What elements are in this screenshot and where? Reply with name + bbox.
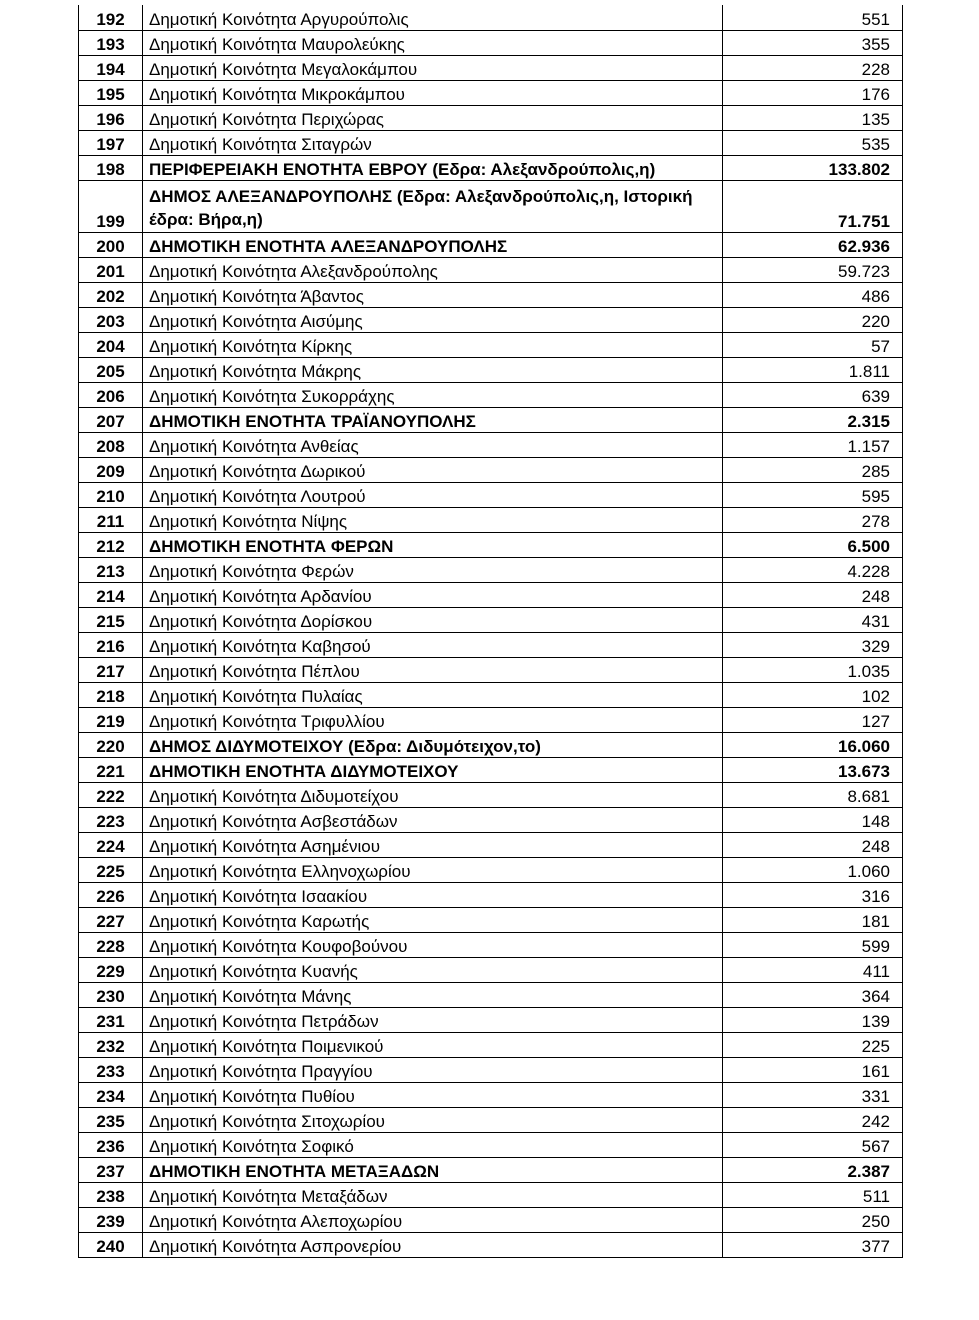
- row-name-cell: Δημοτική Κοινότητα Αλεποχωρίου: [143, 1207, 723, 1232]
- table-row: [79, 507, 903, 532]
- row-name-cell: ΔΗΜΟΣ ΔΙΔΥΜΟΤΕΙΧΟΥ (Εδρα: Διδυμότειχον,το): [143, 732, 723, 757]
- row-number-cell: 220: [79, 732, 143, 757]
- table-row: [79, 382, 903, 407]
- row-value-cell: 228: [723, 55, 903, 80]
- row-value-cell: 176: [723, 80, 903, 105]
- row-value-cell: 285: [723, 457, 903, 482]
- row-number-cell: 218: [79, 682, 143, 707]
- row-value-cell: 331: [723, 1082, 903, 1107]
- row-name-cell: Δημοτική Κοινότητα Αργυρούπολις: [143, 5, 723, 30]
- row-name-cell: Δημοτική Κοινότητα Ανθείας: [143, 432, 723, 457]
- row-value-cell: 377: [723, 1232, 903, 1257]
- row-number-cell: 208: [79, 432, 143, 457]
- table-row: [79, 982, 903, 1007]
- row-number-cell: 203: [79, 307, 143, 332]
- row-value-cell: 248: [723, 582, 903, 607]
- row-name-cell: Δημοτική Κοινότητα Ποιμενικού: [143, 1032, 723, 1057]
- table-row: [79, 1232, 903, 1257]
- table-row: [79, 782, 903, 807]
- row-number-cell: 223: [79, 807, 143, 832]
- row-number-cell: 217: [79, 657, 143, 682]
- table-row: [79, 682, 903, 707]
- row-value-cell: 62.936: [723, 232, 903, 257]
- row-name-cell: ΔΗΜΟΤΙΚΗ ΕΝΟΤΗΤΑ ΤΡΑΪΑΝΟΥΠΟΛΗΣ: [143, 407, 723, 432]
- table-body: [79, 5, 903, 1257]
- row-number-cell: 195: [79, 80, 143, 105]
- row-number-cell: 225: [79, 857, 143, 882]
- table-row: [79, 130, 903, 155]
- row-number-cell: 192: [79, 5, 143, 30]
- row-value-cell: 551: [723, 5, 903, 30]
- row-name-cell: ΔΗΜΟΤΙΚΗ ΕΝΟΤΗΤΑ ΦΕΡΩΝ: [143, 532, 723, 557]
- table-row: [79, 457, 903, 482]
- row-name-cell: Δημοτική Κοινότητα Πραγγίου: [143, 1057, 723, 1082]
- table-row: [79, 1082, 903, 1107]
- table-row: [79, 180, 903, 232]
- row-value-cell: 13.673: [723, 757, 903, 782]
- table-row: [79, 932, 903, 957]
- row-number-cell: 237: [79, 1157, 143, 1182]
- table-row: [79, 1107, 903, 1132]
- row-value-cell: 16.060: [723, 732, 903, 757]
- table-row: [79, 957, 903, 982]
- row-value-cell: 2.387: [723, 1157, 903, 1182]
- row-number-cell: 219: [79, 707, 143, 732]
- row-value-cell: 599: [723, 932, 903, 957]
- row-value-cell: 133.802: [723, 155, 903, 180]
- row-value-cell: 1.157: [723, 432, 903, 457]
- row-name-cell: ΔΗΜΟΤΙΚΗ ΕΝΟΤΗΤΑ ΜΕΤΑΞΑΔΩΝ: [143, 1157, 723, 1182]
- row-value-cell: 431: [723, 607, 903, 632]
- table-row: [79, 732, 903, 757]
- row-number-cell: 199: [79, 180, 143, 232]
- row-number-cell: 197: [79, 130, 143, 155]
- table-row: [79, 80, 903, 105]
- row-number-cell: 205: [79, 357, 143, 382]
- row-name-cell: Δημοτική Κοινότητα Καβησού: [143, 632, 723, 657]
- row-number-cell: 207: [79, 407, 143, 432]
- row-name-cell: ΔΗΜΟΤΙΚΗ ΕΝΟΤΗΤΑ ΑΛΕΞΑΝΔΡΟΥΠΟΛΗΣ: [143, 232, 723, 257]
- table-row: [79, 1207, 903, 1232]
- row-number-cell: 227: [79, 907, 143, 932]
- row-name-cell: Δημοτική Κοινότητα Νίψης: [143, 507, 723, 532]
- row-value-cell: 411: [723, 957, 903, 982]
- population-table: [78, 5, 903, 1258]
- row-number-cell: 226: [79, 882, 143, 907]
- row-number-cell: 224: [79, 832, 143, 857]
- table-row: [79, 5, 903, 30]
- row-number-cell: 221: [79, 757, 143, 782]
- table-row: [79, 807, 903, 832]
- row-number-cell: 229: [79, 957, 143, 982]
- row-value-cell: 250: [723, 1207, 903, 1232]
- row-value-cell: 1.811: [723, 357, 903, 382]
- table-row: [79, 105, 903, 130]
- row-value-cell: 248: [723, 832, 903, 857]
- table-row: [79, 532, 903, 557]
- row-value-cell: 161: [723, 1057, 903, 1082]
- row-value-cell: 242: [723, 1107, 903, 1132]
- row-value-cell: 127: [723, 707, 903, 732]
- row-value-cell: 2.315: [723, 407, 903, 432]
- row-value-cell: 148: [723, 807, 903, 832]
- row-number-cell: 211: [79, 507, 143, 532]
- table-row: [79, 1182, 903, 1207]
- row-name-cell: Δημοτική Κοινότητα Κουφοβούνου: [143, 932, 723, 957]
- table-row: [79, 1132, 903, 1157]
- row-name-cell: Δημοτική Κοινότητα Αλεξανδρούπολης: [143, 257, 723, 282]
- row-number-cell: 213: [79, 557, 143, 582]
- row-name-cell: Δημοτική Κοινότητα Διδυμοτείχου: [143, 782, 723, 807]
- row-name-cell: Δημοτική Κοινότητα Μάνης: [143, 982, 723, 1007]
- row-value-cell: 1.035: [723, 657, 903, 682]
- table-row: [79, 1057, 903, 1082]
- row-number-cell: 232: [79, 1032, 143, 1057]
- row-name-cell: Δημοτική Κοινότητα Δορίσκου: [143, 607, 723, 632]
- row-name-cell: Δημοτική Κοινότητα Αρδανίου: [143, 582, 723, 607]
- table-row: [79, 1157, 903, 1182]
- row-number-cell: 201: [79, 257, 143, 282]
- table-row: [79, 882, 903, 907]
- row-number-cell: 200: [79, 232, 143, 257]
- row-value-cell: 511: [723, 1182, 903, 1207]
- table-row: [79, 632, 903, 657]
- row-number-cell: 196: [79, 105, 143, 130]
- row-number-cell: 216: [79, 632, 143, 657]
- row-name-cell: Δημοτική Κοινότητα Πέπλου: [143, 657, 723, 682]
- table-row: [79, 707, 903, 732]
- row-value-cell: 139: [723, 1007, 903, 1032]
- row-number-cell: 240: [79, 1232, 143, 1257]
- table-row: [79, 155, 903, 180]
- row-value-cell: 639: [723, 382, 903, 407]
- row-value-cell: 102: [723, 682, 903, 707]
- row-value-cell: 486: [723, 282, 903, 307]
- row-number-cell: 206: [79, 382, 143, 407]
- row-value-cell: 364: [723, 982, 903, 1007]
- row-number-cell: 198: [79, 155, 143, 180]
- row-value-cell: 6.500: [723, 532, 903, 557]
- row-name-cell: ΠΕΡΙΦΕΡΕΙΑΚΗ ΕΝΟΤΗΤΑ ΕΒΡΟΥ (Εδρα: Αλεξανδρούπολις,η): [143, 155, 723, 180]
- row-name-cell: Δημοτική Κοινότητα Αισύμης: [143, 307, 723, 332]
- row-value-cell: 567: [723, 1132, 903, 1157]
- table-row: [79, 30, 903, 55]
- row-name-cell: Δημοτική Κοινότητα Δωρικού: [143, 457, 723, 482]
- row-name-cell: Δημοτική Κοινότητα Πυλαίας: [143, 682, 723, 707]
- table-row: [79, 232, 903, 257]
- row-value-cell: 1.060: [723, 857, 903, 882]
- row-number-cell: 239: [79, 1207, 143, 1232]
- row-value-cell: 4.228: [723, 557, 903, 582]
- row-value-cell: 57: [723, 332, 903, 357]
- row-value-cell: 135: [723, 105, 903, 130]
- row-number-cell: 209: [79, 457, 143, 482]
- table-row: [79, 607, 903, 632]
- row-name-cell: Δημοτική Κοινότητα Τριφυλλίου: [143, 707, 723, 732]
- row-number-cell: 234: [79, 1082, 143, 1107]
- row-number-cell: 236: [79, 1132, 143, 1157]
- row-number-cell: 230: [79, 982, 143, 1007]
- row-name-cell: Δημοτική Κοινότητα Σιτοχωρίου: [143, 1107, 723, 1132]
- row-name-cell: Δημοτική Κοινότητα Μαυρολεύκης: [143, 30, 723, 55]
- table-row: [79, 282, 903, 307]
- table-row: [79, 407, 903, 432]
- table-row: [79, 857, 903, 882]
- table-row: [79, 257, 903, 282]
- row-number-cell: 193: [79, 30, 143, 55]
- row-name-cell: Δημοτική Κοινότητα Ισαακίου: [143, 882, 723, 907]
- row-number-cell: 215: [79, 607, 143, 632]
- row-name-cell: ΔΗΜΟΣ ΑΛΕΞΑΝΔΡΟΥΠΟΛΗΣ (Εδρα: Αλεξανδρούπολις,η, Ιστορική έδρα: Βήρα,η): [143, 180, 723, 232]
- table-row: [79, 1007, 903, 1032]
- row-number-cell: 210: [79, 482, 143, 507]
- row-value-cell: 278: [723, 507, 903, 532]
- row-number-cell: 202: [79, 282, 143, 307]
- row-name-cell: ΔΗΜΟΤΙΚΗ ΕΝΟΤΗΤΑ ΔΙΔΥΜΟΤΕΙΧΟΥ: [143, 757, 723, 782]
- row-number-cell: 228: [79, 932, 143, 957]
- table-row: [79, 332, 903, 357]
- table-row: [79, 357, 903, 382]
- row-name-cell: Δημοτική Κοινότητα Ελληνοχωρίου: [143, 857, 723, 882]
- row-value-cell: 316: [723, 882, 903, 907]
- row-name-cell: Δημοτική Κοινότητα Πετράδων: [143, 1007, 723, 1032]
- table-row: [79, 582, 903, 607]
- row-name-cell: Δημοτική Κοινότητα Μικροκάμπου: [143, 80, 723, 105]
- row-value-cell: 220: [723, 307, 903, 332]
- row-number-cell: 204: [79, 332, 143, 357]
- table-row: [79, 307, 903, 332]
- row-number-cell: 194: [79, 55, 143, 80]
- row-number-cell: 238: [79, 1182, 143, 1207]
- row-name-cell: Δημοτική Κοινότητα Λουτρού: [143, 482, 723, 507]
- row-value-cell: 329: [723, 632, 903, 657]
- row-value-cell: 355: [723, 30, 903, 55]
- row-name-cell: Δημοτική Κοινότητα Καρωτής: [143, 907, 723, 932]
- row-name-cell: Δημοτική Κοινότητα Ασπρονερίου: [143, 1232, 723, 1257]
- row-name-cell: Δημοτική Κοινότητα Πυθίου: [143, 1082, 723, 1107]
- table-row: [79, 1032, 903, 1057]
- row-value-cell: 71.751: [723, 180, 903, 232]
- row-number-cell: 222: [79, 782, 143, 807]
- row-number-cell: 235: [79, 1107, 143, 1132]
- row-value-cell: 59.723: [723, 257, 903, 282]
- row-number-cell: 233: [79, 1057, 143, 1082]
- row-name-cell: Δημοτική Κοινότητα Συκορράχης: [143, 382, 723, 407]
- row-name-cell: Δημοτική Κοινότητα Μεταξάδων: [143, 1182, 723, 1207]
- table-row: [79, 757, 903, 782]
- table-row: [79, 55, 903, 80]
- row-name-cell: Δημοτική Κοινότητα Μεγαλοκάμπου: [143, 55, 723, 80]
- row-name-cell: Δημοτική Κοινότητα Κυανής: [143, 957, 723, 982]
- row-name-cell: Δημοτική Κοινότητα Ασημένιου: [143, 832, 723, 857]
- row-number-cell: 212: [79, 532, 143, 557]
- row-value-cell: 8.681: [723, 782, 903, 807]
- row-name-cell: Δημοτική Κοινότητα Μάκρης: [143, 357, 723, 382]
- table-row: [79, 557, 903, 582]
- table-row: [79, 482, 903, 507]
- row-name-cell: Δημοτική Κοινότητα Περιχώρας: [143, 105, 723, 130]
- row-name-cell: Δημοτική Κοινότητα Κίρκης: [143, 332, 723, 357]
- row-value-cell: 595: [723, 482, 903, 507]
- table-row: [79, 907, 903, 932]
- row-value-cell: 535: [723, 130, 903, 155]
- row-number-cell: 231: [79, 1007, 143, 1032]
- row-name-cell: Δημοτική Κοινότητα Άβαντος: [143, 282, 723, 307]
- row-value-cell: 181: [723, 907, 903, 932]
- row-name-cell: Δημοτική Κοινότητα Ασβεστάδων: [143, 807, 723, 832]
- table-row: [79, 832, 903, 857]
- row-name-cell: Δημοτική Κοινότητα Σιταγρών: [143, 130, 723, 155]
- row-name-cell: Δημοτική Κοινότητα Φερών: [143, 557, 723, 582]
- row-name-cell: Δημοτική Κοινότητα Σοφικό: [143, 1132, 723, 1157]
- table-row: [79, 432, 903, 457]
- row-number-cell: 214: [79, 582, 143, 607]
- row-value-cell: 225: [723, 1032, 903, 1057]
- table-row: [79, 657, 903, 682]
